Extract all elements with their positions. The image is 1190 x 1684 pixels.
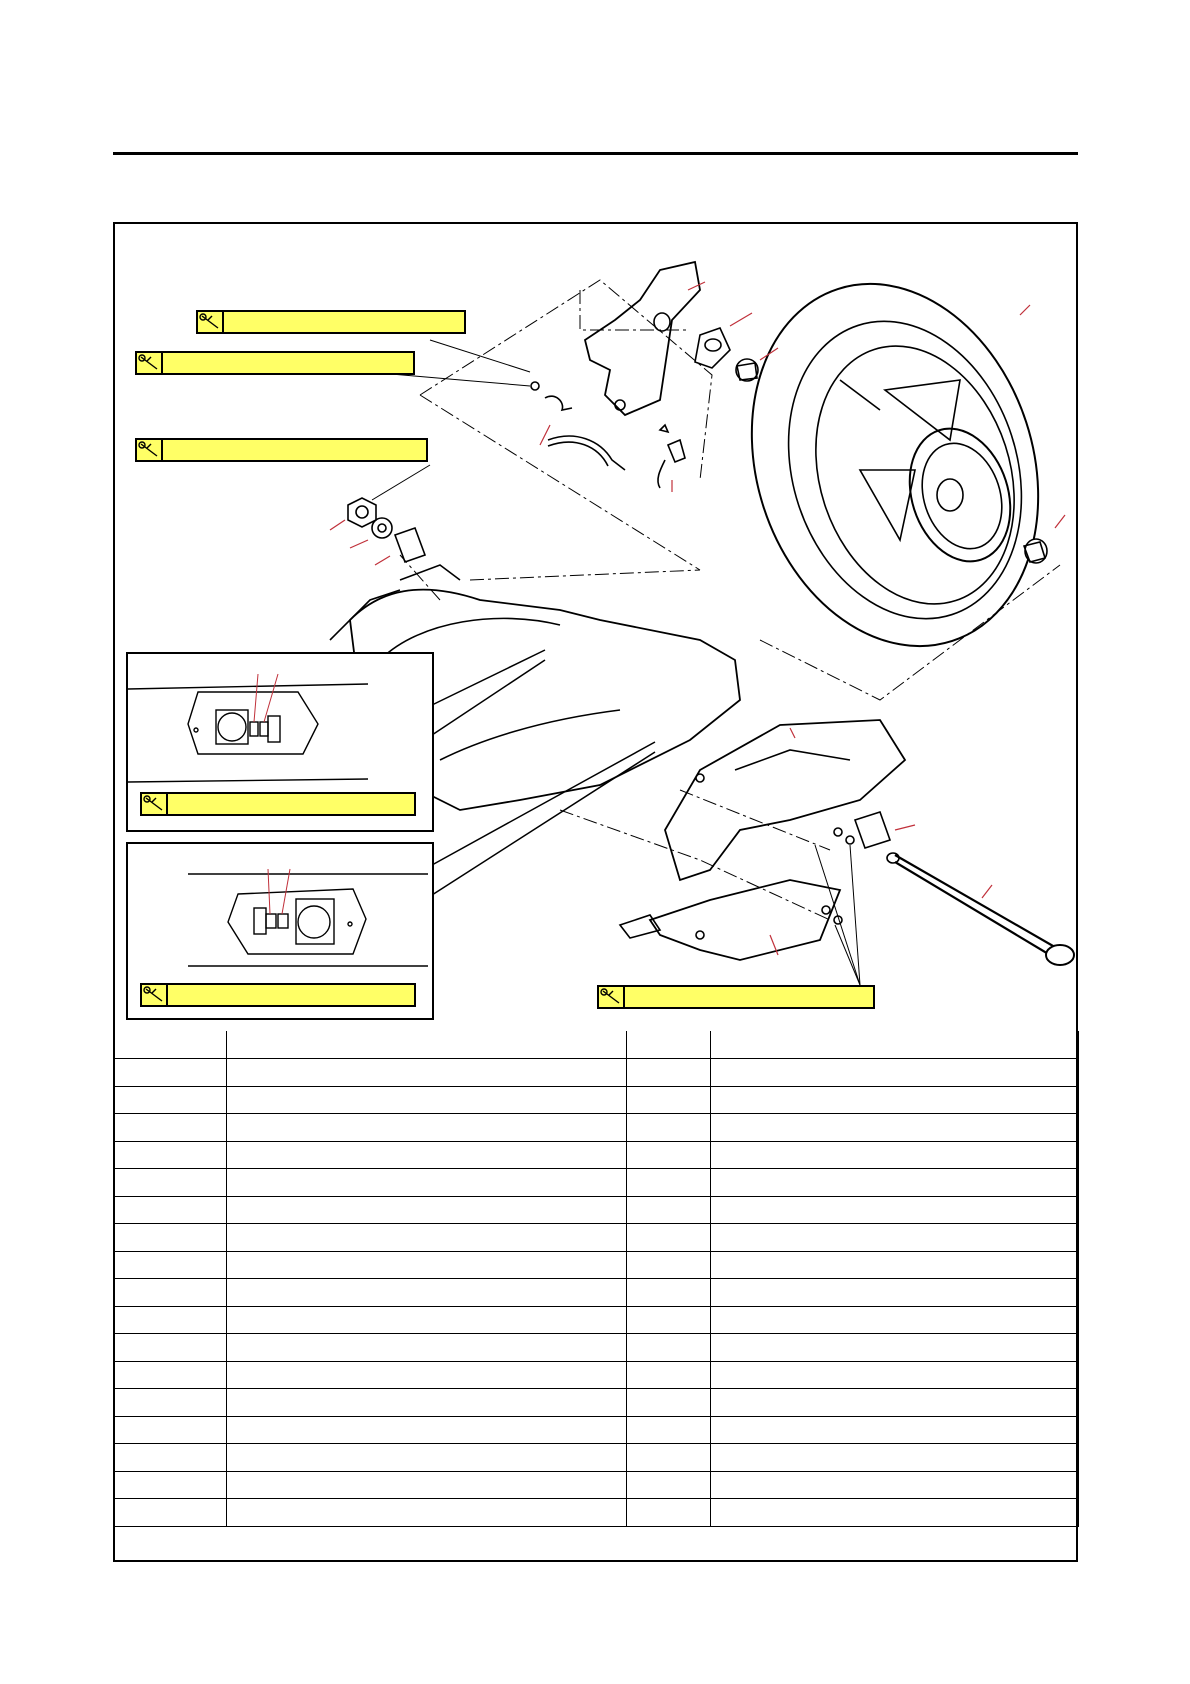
hose-clamp — [545, 396, 572, 410]
part-name-cell — [227, 1334, 627, 1362]
rear-axle — [895, 855, 1060, 950]
part-name-cell — [227, 1114, 627, 1142]
part-name-cell — [711, 1389, 1079, 1417]
part-name-cell — [227, 1169, 627, 1197]
part-name-cell — [227, 1499, 627, 1527]
part-name-cell — [227, 1279, 627, 1307]
part-order-cell — [114, 1334, 227, 1362]
part-order-cell — [114, 1444, 227, 1472]
part-name-cell — [711, 1334, 1079, 1362]
bolt — [846, 836, 854, 844]
part-order-cell — [627, 1141, 711, 1169]
part-order-cell — [627, 1444, 711, 1472]
torque-tag-3 — [135, 438, 428, 462]
parts-table — [113, 1031, 1079, 1527]
table-row — [114, 1196, 1079, 1224]
torque-wrench-icon — [137, 353, 163, 373]
part-name-cell — [227, 1059, 627, 1087]
part-order-cell — [627, 1224, 711, 1252]
table-row — [114, 1114, 1079, 1142]
part-name-cell — [711, 1306, 1079, 1334]
part-order-cell — [114, 1114, 227, 1142]
table-row — [114, 1059, 1079, 1087]
part-order-cell — [114, 1416, 227, 1444]
part-order-cell — [114, 1059, 227, 1087]
table-row — [114, 1251, 1079, 1279]
part-order-cell — [627, 1059, 711, 1087]
caliper-bracket — [585, 262, 700, 415]
part-order-cell — [627, 1361, 711, 1389]
part-order-cell — [627, 1416, 711, 1444]
table-row — [114, 1141, 1079, 1169]
part-order-cell — [114, 1031, 227, 1059]
bolt — [660, 425, 668, 432]
part-name-cell — [711, 1086, 1079, 1114]
part-name-cell — [711, 1224, 1079, 1252]
torque-tag-inset-left — [140, 792, 416, 816]
part-name-cell — [711, 1251, 1079, 1279]
speed-sensor — [668, 440, 685, 462]
part-name-cell — [227, 1444, 627, 1472]
part-order-cell — [627, 1334, 711, 1362]
part-name-cell — [227, 1389, 627, 1417]
part-name-cell — [227, 1251, 627, 1279]
adjusting-plate — [395, 528, 425, 562]
part-name-cell — [227, 1141, 627, 1169]
part-name-cell — [227, 1031, 627, 1059]
bolt — [696, 931, 704, 939]
part-name-cell — [711, 1031, 1079, 1059]
part-name-cell — [227, 1306, 627, 1334]
part-order-cell — [114, 1086, 227, 1114]
table-row — [114, 1086, 1079, 1114]
part-name-cell — [227, 1416, 627, 1444]
bolt — [822, 906, 830, 914]
part-name-cell — [711, 1444, 1079, 1472]
part-order-cell — [627, 1471, 711, 1499]
table-row — [114, 1499, 1079, 1527]
bolt — [834, 828, 842, 836]
part-order-cell — [627, 1114, 711, 1142]
part-name-cell — [711, 1114, 1079, 1142]
torque-tag-2 — [135, 351, 415, 375]
part-order-cell — [114, 1499, 227, 1527]
part-order-cell — [627, 1306, 711, 1334]
part-order-cell — [114, 1224, 227, 1252]
part-order-cell — [627, 1086, 711, 1114]
part-order-cell — [114, 1471, 227, 1499]
part-name-cell — [227, 1471, 627, 1499]
part-order-cell — [114, 1389, 227, 1417]
part-order-cell — [114, 1169, 227, 1197]
part-name-cell — [711, 1471, 1079, 1499]
part-name-cell — [227, 1224, 627, 1252]
chain-guard — [650, 880, 840, 960]
wheel-hub — [937, 479, 963, 511]
part-order-cell — [627, 1279, 711, 1307]
torque-wrench-icon — [198, 312, 224, 332]
part-name-cell — [711, 1499, 1079, 1527]
bolt — [696, 774, 704, 782]
part-order-cell — [114, 1196, 227, 1224]
table-row — [114, 1389, 1079, 1417]
washer — [372, 518, 392, 538]
brake-hose — [548, 436, 625, 470]
table-row — [114, 1416, 1079, 1444]
part-name-cell — [227, 1196, 627, 1224]
rear-tire — [707, 246, 1084, 683]
table-row — [114, 1306, 1079, 1334]
part-order-cell — [627, 1196, 711, 1224]
torque-tag-inset-right — [140, 983, 416, 1007]
part-order-cell — [627, 1389, 711, 1417]
part-order-cell — [114, 1141, 227, 1169]
torque-wrench-icon — [137, 440, 163, 460]
part-order-cell — [114, 1361, 227, 1389]
sensor-housing — [695, 328, 730, 368]
table-row — [114, 1334, 1079, 1362]
part-order-cell — [627, 1031, 711, 1059]
adjuster-block — [855, 812, 890, 848]
mudguard — [665, 720, 905, 880]
part-order-cell — [627, 1499, 711, 1527]
part-name-cell — [227, 1086, 627, 1114]
table-row — [114, 1471, 1079, 1499]
table-row — [114, 1224, 1079, 1252]
part-order-cell — [627, 1169, 711, 1197]
torque-wrench-icon — [599, 987, 625, 1007]
torque-wrench-icon — [142, 985, 168, 1005]
part-order-cell — [114, 1306, 227, 1334]
rear-sprocket — [893, 415, 1026, 574]
bolt — [531, 382, 539, 390]
torque-tag-6 — [597, 985, 875, 1009]
part-order-cell — [114, 1251, 227, 1279]
torque-tag-1 — [196, 310, 466, 334]
table-row — [114, 1031, 1079, 1059]
part-order-cell — [627, 1251, 711, 1279]
table-row — [114, 1169, 1079, 1197]
part-order-cell — [114, 1279, 227, 1307]
part-name-cell — [711, 1169, 1079, 1197]
part-name-cell — [711, 1141, 1079, 1169]
part-name-cell — [711, 1059, 1079, 1087]
part-name-cell — [227, 1361, 627, 1389]
table-row — [114, 1444, 1079, 1472]
part-name-cell — [711, 1279, 1079, 1307]
part-name-cell — [711, 1416, 1079, 1444]
torque-wrench-icon — [142, 794, 168, 814]
table-row — [114, 1361, 1079, 1389]
part-name-cell — [711, 1361, 1079, 1389]
table-row — [114, 1279, 1079, 1307]
axle-nut — [348, 498, 376, 527]
part-name-cell — [711, 1196, 1079, 1224]
